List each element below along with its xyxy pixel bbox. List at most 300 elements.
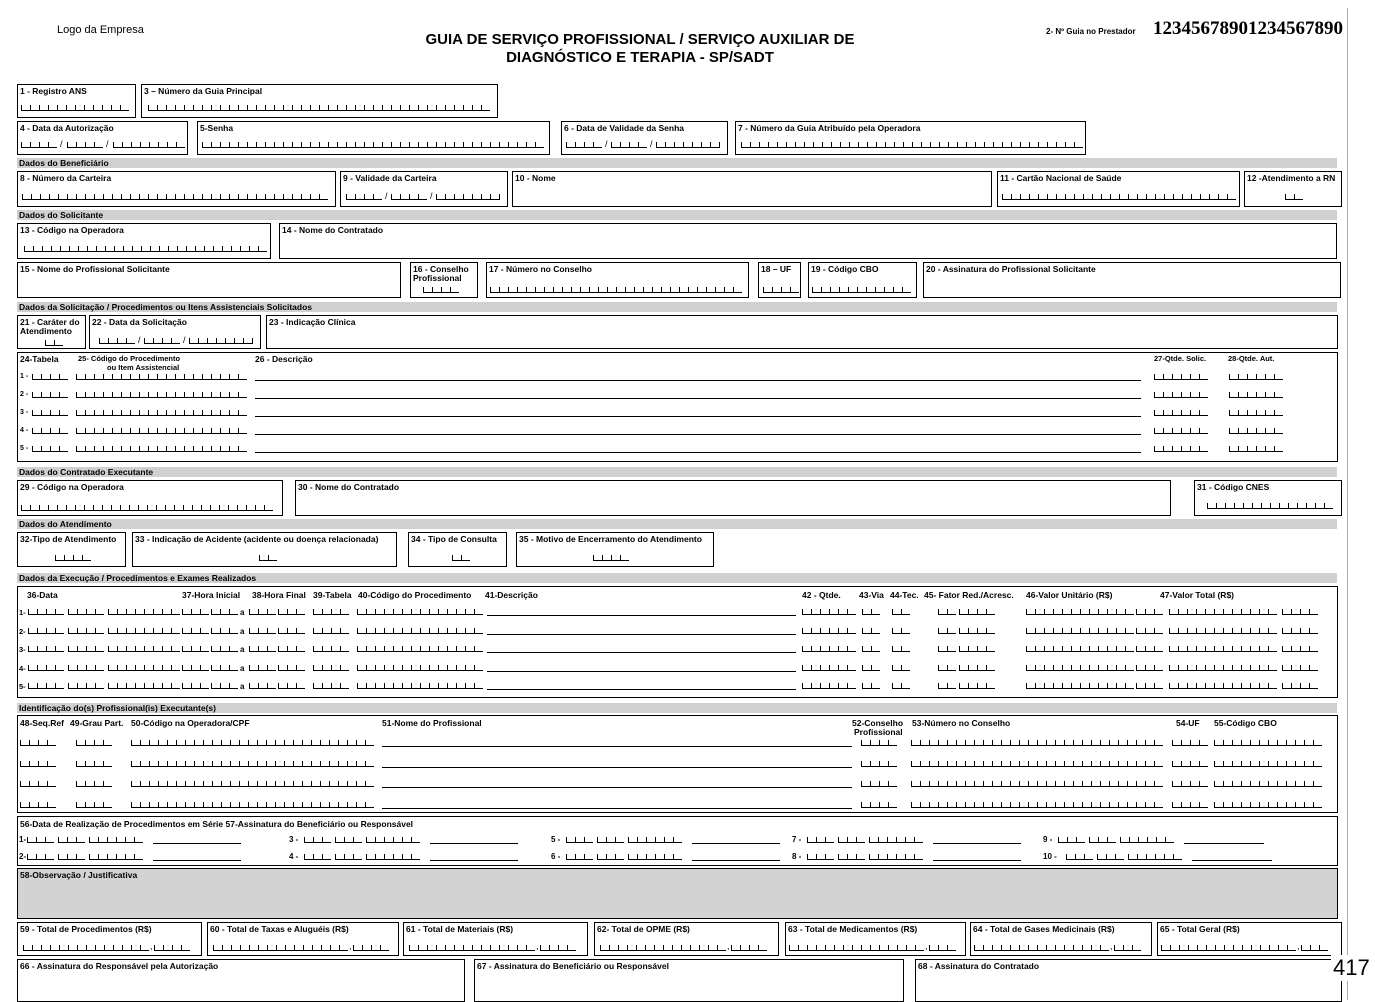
numero-conselho-cells[interactable] (911, 740, 1163, 746)
col-descricao: 26 - Descrição (255, 354, 313, 364)
serie-dia[interactable] (304, 837, 331, 843)
serie-ano[interactable] (1128, 854, 1182, 860)
field-total-medicamentos[interactable]: 63 - Total de Medicamentos (R$) , (785, 922, 966, 956)
hora-inicial-m[interactable] (211, 609, 238, 615)
tec-cells[interactable] (892, 683, 910, 689)
field-carater-atendimento[interactable] (17, 315, 86, 349)
valor-total-dec[interactable] (1282, 665, 1318, 671)
field-motivo-encerramento[interactable] (516, 532, 714, 567)
qtde-cells[interactable] (802, 665, 856, 671)
conselho-cells[interactable] (861, 802, 897, 808)
field-label: 10 - Nome (515, 173, 556, 183)
tabela-cells[interactable] (32, 374, 68, 380)
uf-cells[interactable] (1172, 781, 1208, 787)
valor-unitario-dec[interactable] (1136, 609, 1163, 615)
fator-dec-cells[interactable] (959, 646, 995, 652)
col-codigo-procedimento-exec: 40-Código do Procedimento (358, 590, 472, 600)
valor-total-cells[interactable] (1169, 665, 1277, 671)
numero-conselho-cells[interactable] (911, 781, 1163, 787)
field-label: 59 - Total de Procedimentos (R$) (20, 924, 152, 934)
serie-assinatura-line[interactable] (933, 843, 1021, 844)
tec-cells[interactable] (892, 646, 910, 652)
valor-total-cells[interactable] (1169, 609, 1277, 615)
codigo-cpf-cells[interactable] (131, 740, 374, 746)
tabela-exec-cells[interactable] (313, 683, 349, 689)
field-assinatura-autorizacao[interactable] (17, 959, 465, 1002)
tabela-cells[interactable] (32, 392, 68, 398)
cbo-cells[interactable] (1214, 761, 1322, 767)
field-assinatura-solicitante[interactable] (923, 262, 1341, 298)
field-label: 23 - Indicação Clínica (269, 317, 356, 327)
qtde-solic-cells[interactable] (1154, 446, 1208, 452)
field-total-gases[interactable]: 64 - Total de Gases Medicinais (R$) , (970, 922, 1152, 956)
hora-inicial-h[interactable] (182, 628, 209, 634)
valor-total-cells[interactable] (1169, 628, 1277, 634)
valor-unitario-cells[interactable] (1026, 665, 1134, 671)
tec-cells[interactable] (892, 665, 910, 671)
serie-dia[interactable] (1066, 854, 1093, 860)
descricao-line[interactable] (255, 452, 1141, 453)
tabela-exec-cells[interactable] (313, 665, 349, 671)
descricao-exec-line[interactable] (487, 615, 796, 616)
serie-dia[interactable] (1058, 837, 1085, 843)
field-label: 68 - Assinatura do Contratado (918, 961, 1040, 971)
serie-number: 9 - (1043, 835, 1053, 844)
field-label: 66 - Assinatura do Responsável pela Autorização (20, 961, 219, 971)
serie-mes[interactable] (838, 837, 865, 843)
hora-final-h[interactable] (249, 683, 276, 689)
serie-entry[interactable] (1042, 852, 1302, 866)
field-label: 1 - Registro ANS (20, 86, 87, 96)
fator-int-cells[interactable] (938, 609, 956, 615)
ano-cells[interactable] (108, 683, 180, 689)
mes-cells[interactable] (68, 628, 104, 634)
field-assinatura-contratado[interactable] (915, 959, 1342, 1002)
nome-profissional-line[interactable] (382, 767, 852, 768)
uf-cells[interactable] (1172, 740, 1208, 746)
cbo-cells[interactable] (1214, 802, 1322, 808)
serie-dia[interactable] (304, 854, 331, 860)
field-numero-carteira[interactable] (17, 171, 336, 207)
field-codigo-operadora-executante[interactable] (17, 480, 283, 516)
field-observacao[interactable] (17, 868, 1338, 919)
tabela-cells[interactable] (32, 446, 68, 452)
codigo-exec-cells[interactable] (357, 665, 483, 671)
serie-assinatura-line[interactable] (692, 860, 780, 861)
descricao-exec-line[interactable] (487, 689, 796, 690)
qtde-cells[interactable] (802, 683, 856, 689)
serie-entry[interactable] (1042, 835, 1302, 849)
codigo-cells[interactable] (76, 446, 247, 452)
serie-entry[interactable] (791, 835, 1051, 849)
fator-dec-cells[interactable] (959, 683, 995, 689)
uf-cells[interactable] (1172, 802, 1208, 808)
a-separator: a (240, 626, 245, 636)
field-uf-solicitante[interactable] (758, 262, 801, 298)
field-label: 19 - Código CBO (811, 264, 879, 274)
serie-assinatura-line[interactable] (153, 860, 241, 861)
serie-mes[interactable] (838, 854, 865, 860)
field-indicacao-acidente[interactable] (132, 532, 397, 567)
serie-entry[interactable] (288, 852, 548, 866)
qtde-aut-cells[interactable] (1229, 392, 1283, 398)
grau-part-cells[interactable] (76, 761, 112, 767)
tabela-cells[interactable] (32, 410, 68, 416)
serie-mes[interactable] (1097, 854, 1124, 860)
serie-mes[interactable] (1089, 837, 1116, 843)
fator-int-cells[interactable] (938, 646, 956, 652)
field-nome-contratado-executante[interactable] (295, 480, 1171, 516)
field-conselho-profissional[interactable] (410, 262, 478, 298)
numero-conselho-cells[interactable] (911, 802, 1163, 808)
nome-profissional-line[interactable] (382, 746, 852, 747)
tec-cells[interactable] (892, 628, 910, 634)
descricao-line[interactable] (255, 398, 1141, 399)
row-number: 5- (19, 682, 26, 691)
serie-dia[interactable] (27, 854, 54, 860)
qtde-aut-cells[interactable] (1229, 446, 1283, 452)
field-label: 4 - Data da Autorização (20, 123, 114, 133)
qtde-solic-cells[interactable] (1154, 410, 1208, 416)
codigo-exec-cells[interactable] (357, 683, 483, 689)
field-atendimento-rn[interactable] (1244, 171, 1342, 207)
serie-ano[interactable] (366, 854, 420, 860)
field-numero-conselho[interactable] (486, 262, 749, 298)
valor-unitario-dec[interactable] (1136, 646, 1163, 652)
procedimento-realizado-row[interactable] (18, 644, 1337, 658)
procedimento-solicitado-row[interactable] (18, 391, 1337, 405)
grau-part-cells[interactable] (76, 802, 112, 808)
field-codigo-operadora-solicitante[interactable] (17, 223, 271, 259)
descricao-line[interactable] (255, 434, 1141, 435)
field-tipo-consulta[interactable] (408, 532, 507, 567)
valor-total-dec[interactable] (1282, 683, 1318, 689)
via-cells[interactable] (862, 665, 880, 671)
serie-mes[interactable] (335, 837, 362, 843)
field-registro-ans[interactable] (17, 84, 136, 118)
seq-ref-cells[interactable] (20, 761, 56, 767)
valor-unitario-dec[interactable] (1136, 665, 1163, 671)
fator-dec-cells[interactable] (959, 609, 995, 615)
codigo-cells[interactable] (76, 410, 247, 416)
hora-final-h[interactable] (249, 609, 276, 615)
valor-unitario-dec[interactable] (1136, 683, 1163, 689)
field-nome-profissional-solicitante[interactable] (17, 262, 401, 298)
form-title-line1: GUIA DE SERVIÇO PROFISSIONAL / SERVIÇO AUXILIAR DE (425, 31, 855, 48)
hora-final-m[interactable] (278, 665, 305, 671)
qtde-solic-cells[interactable] (1154, 428, 1208, 434)
field-codigo-cnes[interactable] (1194, 480, 1342, 516)
field-codigo-cbo-solicitante[interactable] (808, 262, 917, 298)
serie-ano[interactable] (89, 854, 143, 860)
dia-cells[interactable] (28, 628, 64, 634)
mes-cells[interactable] (68, 646, 104, 652)
valor-unitario-cells[interactable] (1026, 609, 1134, 615)
fator-int-cells[interactable] (938, 665, 956, 671)
serie-ano[interactable] (869, 854, 923, 860)
ano-cells[interactable] (108, 628, 180, 634)
codigo-exec-cells[interactable] (357, 646, 483, 652)
valor-total-cells[interactable] (1169, 646, 1277, 652)
codigo-cpf-cells[interactable] (131, 781, 374, 787)
descricao-exec-line[interactable] (487, 652, 796, 653)
profissional-row[interactable] (18, 759, 1337, 773)
hora-final-m[interactable] (278, 609, 305, 615)
serie-dia[interactable] (27, 837, 54, 843)
hora-inicial-m[interactable] (211, 683, 238, 689)
procedimento-solicitado-row[interactable] (18, 409, 1337, 423)
tabela-cells[interactable] (32, 428, 68, 434)
valor-unitario-dec[interactable] (1136, 628, 1163, 634)
descricao-exec-line[interactable] (487, 671, 796, 672)
valor-unitario-cells[interactable] (1026, 628, 1134, 634)
serie-mes[interactable] (58, 837, 85, 843)
procedimento-solicitado-row[interactable] (18, 445, 1337, 459)
qtde-solic-cells[interactable] (1154, 392, 1208, 398)
hora-final-h[interactable] (249, 628, 276, 634)
conselho-cells[interactable] (861, 761, 897, 767)
section-solicitacao: Dados da Solicitação / Procedimentos ou Itens Assistenciais Solicitados (17, 302, 1337, 312)
tec-cells[interactable] (892, 609, 910, 615)
procedimento-realizado-row[interactable] (18, 626, 1337, 640)
serie-assinatura-line[interactable] (933, 860, 1021, 861)
procedimento-solicitado-row[interactable] (18, 373, 1337, 387)
via-cells[interactable] (862, 683, 880, 689)
hora-inicial-m[interactable] (211, 628, 238, 634)
cbo-cells[interactable] (1214, 781, 1322, 787)
qtde-aut-cells[interactable] (1229, 374, 1283, 380)
qtde-cells[interactable] (802, 646, 856, 652)
field-total-taxas[interactable]: 60 - Total de Taxas e Aluguéis (R$) , (207, 922, 399, 956)
serie-number: 10 - (1043, 852, 1057, 861)
codigo-exec-cells[interactable] (357, 609, 483, 615)
codigo-exec-cells[interactable] (357, 628, 483, 634)
serie-mes[interactable] (597, 837, 624, 843)
table-procedimentos-serie (17, 816, 1338, 866)
ano-cells[interactable] (108, 646, 180, 652)
field-guia-operadora[interactable] (735, 121, 1086, 155)
field-label: 35 - Motivo de Encerramento do Atendimento (519, 534, 702, 544)
hora-inicial-h[interactable] (182, 609, 209, 615)
serie-mes[interactable] (597, 854, 624, 860)
procedimento-realizado-row[interactable] (18, 607, 1337, 621)
field-tipo-atendimento[interactable] (17, 532, 126, 567)
field-label: 31 - Código CNES (1197, 482, 1270, 492)
codigo-cells[interactable] (76, 374, 247, 380)
serie-entry[interactable] (18, 852, 278, 866)
guia-prestador-number: 12345678901234567890 (1153, 18, 1343, 39)
codigo-cpf-cells[interactable] (131, 761, 374, 767)
fator-int-cells[interactable] (938, 628, 956, 634)
field-label: 34 - Tipo de Consulta (411, 534, 497, 544)
tabela-exec-cells[interactable] (313, 628, 349, 634)
via-cells[interactable] (862, 646, 880, 652)
page-number: 417 (1333, 955, 1370, 980)
serie-ano[interactable] (869, 837, 923, 843)
dia-cells[interactable] (28, 609, 64, 615)
field-label: 15 - Nome do Profissional Solicitante (20, 264, 170, 274)
mes-cells[interactable] (68, 683, 104, 689)
field-validade-senha[interactable]: 6 - Data de Validade da Senha / / (561, 121, 728, 155)
valor-total-dec[interactable] (1282, 609, 1318, 615)
valor-unitario-cells[interactable] (1026, 646, 1134, 652)
numero-conselho-cells[interactable] (911, 761, 1163, 767)
valor-total-dec[interactable] (1282, 646, 1318, 652)
field-nome-contratado-solicitante[interactable] (279, 223, 1337, 259)
dia-cells[interactable] (28, 646, 64, 652)
form-title-line2: DIAGNÓSTICO E TERAPIA - SP/SADT (506, 49, 774, 66)
procedimento-realizado-row[interactable] (18, 663, 1337, 677)
hora-inicial-h[interactable] (182, 646, 209, 652)
table-profissionais-executantes (17, 715, 1338, 813)
serie-entry[interactable] (791, 852, 1051, 866)
serie-assinatura-line[interactable] (430, 843, 518, 844)
grau-part-cells[interactable] (76, 740, 112, 746)
qtde-aut-cells[interactable] (1229, 428, 1283, 434)
tabela-exec-cells[interactable] (313, 609, 349, 615)
via-cells[interactable] (862, 628, 880, 634)
serie-dia[interactable] (807, 837, 834, 843)
serie-assinatura-line[interactable] (430, 860, 518, 861)
codigo-cells[interactable] (76, 392, 247, 398)
field-total-materiais[interactable]: 61 - Total de Materiais (R$) , (403, 922, 588, 956)
field-nome-beneficiario[interactable] (512, 171, 992, 207)
dia-cells[interactable] (28, 683, 64, 689)
serie-ano[interactable] (1120, 837, 1174, 843)
mes-cells[interactable] (68, 609, 104, 615)
field-label: 32-Tipo de Atendimento (20, 534, 117, 544)
qtde-cells[interactable] (802, 609, 856, 615)
qtde-cells[interactable] (802, 628, 856, 634)
section-beneficiario: Dados do Beneficiário (17, 158, 1337, 168)
col-hora-final: 38-Hora Final (252, 590, 306, 600)
field-label: 12 -Atendimento a RN (1247, 173, 1336, 183)
tabela-exec-cells[interactable] (313, 646, 349, 652)
field-validade-carteira[interactable]: 9 - Validade da Carteira / / (340, 171, 508, 207)
guia-prestador-label: 2- Nº Guia no Prestador (1046, 27, 1136, 36)
field-cartao-nacional-saude[interactable] (997, 171, 1240, 207)
hora-inicial-m[interactable] (211, 665, 238, 671)
fator-dec-cells[interactable] (959, 628, 995, 634)
serie-assinatura-line[interactable] (153, 843, 241, 844)
qtde-aut-cells[interactable] (1229, 410, 1283, 416)
conselho-cells[interactable] (861, 781, 897, 787)
valor-total-dec[interactable] (1282, 628, 1318, 634)
profissional-row[interactable] (18, 779, 1337, 793)
serie-entry[interactable] (288, 835, 548, 849)
hora-final-m[interactable] (278, 646, 305, 652)
field-senha[interactable] (197, 121, 550, 155)
field-indicacao-clinica[interactable] (266, 315, 1338, 349)
descricao-line[interactable] (255, 416, 1141, 417)
serie-ano[interactable] (628, 854, 682, 860)
serie-entry[interactable] (550, 835, 810, 849)
mes-cells[interactable] (68, 665, 104, 671)
field-label: 6 - Data de Validade da Senha (564, 123, 684, 133)
procedimento-realizado-row[interactable] (18, 681, 1337, 695)
field-data-autorizacao[interactable]: 4 - Data da Autorização / / (17, 121, 188, 155)
valor-total-cells[interactable] (1169, 683, 1277, 689)
col-valor-total: 47-Valor Total (R$) (1160, 590, 1234, 600)
field-label: 60 - Total de Taxas e Aluguéis (R$) (210, 924, 349, 934)
procedimento-solicitado-row[interactable] (18, 427, 1337, 441)
ano-cells[interactable] (108, 609, 180, 615)
fator-int-cells[interactable] (938, 683, 956, 689)
conselho-cells[interactable] (861, 740, 897, 746)
profissional-row[interactable] (18, 800, 1337, 814)
serie-mes[interactable] (58, 854, 85, 860)
grau-part-cells[interactable] (76, 781, 112, 787)
col-descricao-exec: 41-Descrição (485, 590, 538, 600)
seq-ref-cells[interactable] (20, 781, 56, 787)
a-separator: a (240, 645, 245, 654)
hora-final-m[interactable] (278, 683, 305, 689)
uf-cells[interactable] (1172, 761, 1208, 767)
fator-dec-cells[interactable] (959, 665, 995, 671)
hora-inicial-m[interactable] (211, 646, 238, 652)
section-executante: Dados do Contratado Executante (17, 467, 1337, 477)
profissional-row[interactable] (18, 738, 1337, 752)
serie-assinatura-line[interactable] (1192, 860, 1272, 861)
hora-final-h[interactable] (249, 646, 276, 652)
serie-dia[interactable] (807, 854, 834, 860)
hora-final-m[interactable] (278, 628, 305, 634)
col-conselho-sub: Profissional (854, 727, 903, 737)
codigo-cpf-cells[interactable] (131, 802, 374, 808)
field-label: 21 - Caráter do (20, 317, 80, 327)
field-total-opme[interactable]: 62- Total de OPME (R$) , (594, 922, 779, 956)
serie-assinatura-line[interactable] (1184, 843, 1264, 844)
ano-cells[interactable] (108, 665, 180, 671)
seq-ref-cells[interactable] (20, 740, 56, 746)
codigo-cells[interactable] (76, 428, 247, 434)
field-total-geral[interactable]: 65 - Total Geral (R$) , (1157, 922, 1342, 956)
col-grau-part: 49-Grau Part. (70, 718, 124, 728)
serie-assinatura-line[interactable] (692, 843, 780, 844)
dia-cells[interactable] (28, 665, 64, 671)
col-qtde-aut: 28-Qtde. Aut. (1228, 354, 1275, 363)
row-number: 1- (19, 608, 26, 617)
via-cells[interactable] (862, 609, 880, 615)
serie-number: 3 - (289, 835, 299, 844)
qtde-solic-cells[interactable] (1154, 374, 1208, 380)
serie-number: 1- (19, 835, 27, 844)
field-numero-guia-principal[interactable] (141, 84, 498, 118)
serie-dia[interactable] (566, 837, 593, 843)
field-data-solicitacao[interactable]: 22 - Data da Solicitação / / (89, 315, 261, 349)
descricao-line[interactable] (255, 380, 1141, 381)
serie-ano[interactable] (89, 837, 143, 843)
valor-unitario-cells[interactable] (1026, 683, 1134, 689)
field-total-procedimentos[interactable]: 59 - Total de Procedimentos (R$) , (17, 922, 202, 956)
serie-entry[interactable] (550, 852, 810, 866)
serie-dia[interactable] (566, 854, 593, 860)
nome-profissional-line[interactable] (382, 787, 852, 788)
a-separator: a (240, 663, 245, 673)
hora-final-h[interactable] (249, 665, 276, 671)
serie-ano[interactable] (366, 837, 420, 843)
seq-ref-cells[interactable] (20, 802, 56, 808)
field-assinatura-beneficiario[interactable] (474, 959, 904, 1002)
serie-mes[interactable] (335, 854, 362, 860)
descricao-exec-line[interactable] (487, 634, 796, 635)
serie-ano[interactable] (628, 837, 682, 843)
hora-inicial-h[interactable] (182, 683, 209, 689)
hora-inicial-h[interactable] (182, 665, 209, 671)
cbo-cells[interactable] (1214, 740, 1322, 746)
serie-entry[interactable] (18, 835, 278, 849)
nome-profissional-line[interactable] (382, 808, 852, 809)
